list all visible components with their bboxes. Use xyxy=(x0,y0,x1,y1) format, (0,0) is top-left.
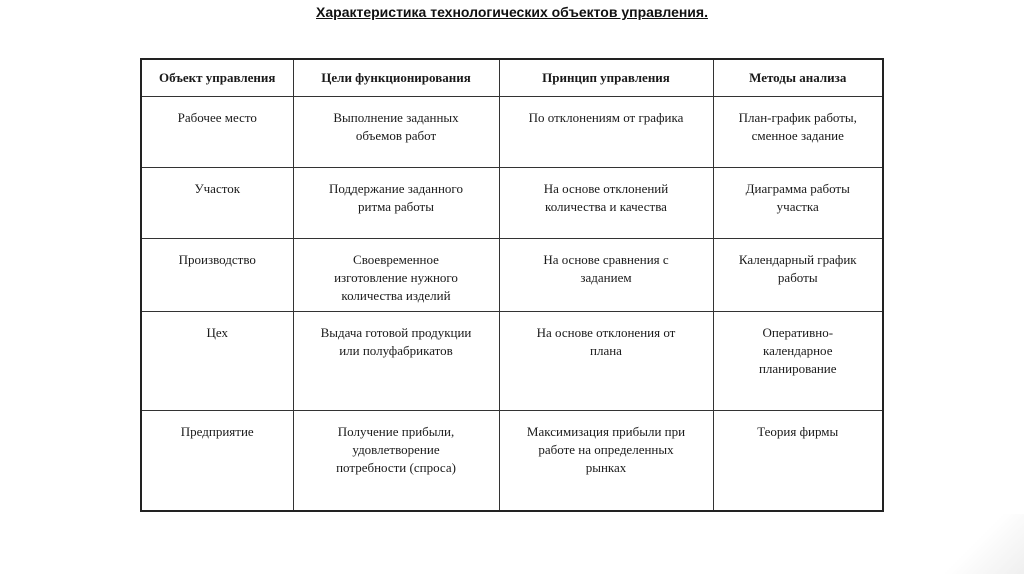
table-row xyxy=(141,411,883,511)
table-row xyxy=(141,167,883,238)
header-control-principle: Принцип управления xyxy=(499,59,713,97)
table-cell: Оперативно- календарное планирование xyxy=(713,311,883,411)
table-row xyxy=(141,97,883,168)
table-cell: Выдача готовой продукции или полуфабрикатов xyxy=(293,311,499,411)
table-cell: Поддержание заданного ритма работы xyxy=(293,167,499,238)
table-cell: Диаграмма работы участка xyxy=(713,167,883,238)
table-cell: Выполнение заданных объемов работ xyxy=(293,97,499,168)
table-cell: Участок xyxy=(141,167,293,238)
header-analysis-methods: Методы анализа xyxy=(713,59,883,97)
header-control-object: Объект управления xyxy=(141,59,293,97)
table-row xyxy=(141,238,883,311)
table-cell: Теория фирмы xyxy=(713,411,883,511)
header-operating-goals: Цели функционирования xyxy=(293,59,499,97)
table-cell: Цех xyxy=(141,311,293,411)
table-cell: Производство xyxy=(141,238,293,311)
table-row xyxy=(141,311,883,411)
table-cell: План-график работы, сменное задание xyxy=(713,97,883,168)
slide-corner-shadow xyxy=(904,514,1024,574)
table-cell: Календарный график работы xyxy=(713,238,883,311)
table-cell: Максимизация прибыли при работе на определенных рынках xyxy=(499,411,713,511)
characteristics-table xyxy=(140,58,884,512)
table-cell: На основе отклонения от плана xyxy=(499,311,713,411)
table-cell: На основе отклонений количества и качества xyxy=(499,167,713,238)
table-cell: Получение прибыли, удовлетворение потребности (спроса) xyxy=(293,411,499,511)
table-cell: Рабочее место xyxy=(141,97,293,168)
table-cell: На основе сравнения с заданием xyxy=(499,238,713,311)
table-cell: Предприятие xyxy=(141,411,293,511)
page-title: Характеристика технологических объектов управления. xyxy=(316,4,708,20)
table-cell: Своевременное изготовление нужного количества изделий xyxy=(293,238,499,311)
table-header-row xyxy=(141,59,883,97)
table-cell: По отклонениям от графика xyxy=(499,97,713,168)
